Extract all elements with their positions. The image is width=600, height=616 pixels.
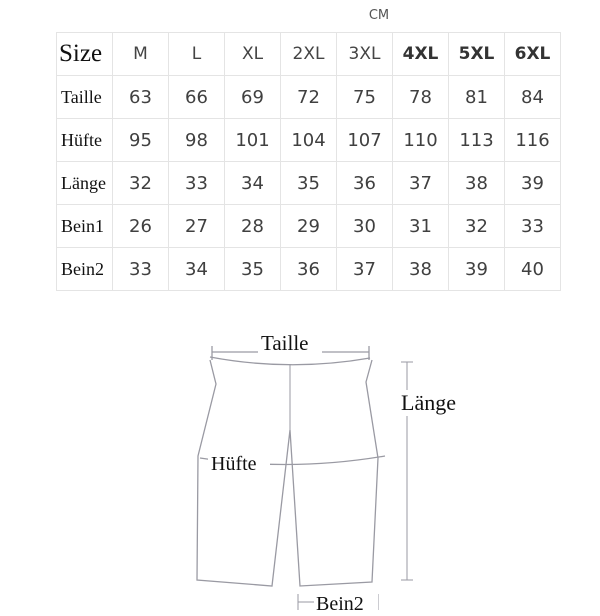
- size-col-4xl: 4XL: [393, 33, 449, 76]
- row-label: Taille: [57, 76, 113, 119]
- table-cell: 33: [505, 205, 561, 248]
- unit-label: CM: [368, 8, 390, 23]
- table-row-laenge: [57, 162, 561, 205]
- size-col-xl: XL: [225, 33, 281, 76]
- table-cell: 32: [113, 162, 169, 205]
- table-cell: 116: [505, 119, 561, 162]
- table-cell: 34: [225, 162, 281, 205]
- table-cell: 101: [225, 119, 281, 162]
- table-cell: 36: [281, 248, 337, 291]
- laenge-label: Länge: [401, 390, 456, 415]
- table-cell: 33: [113, 248, 169, 291]
- table-cell: 34: [169, 248, 225, 291]
- size-col-2xl: 2XL: [281, 33, 337, 76]
- table-cell: 113: [449, 119, 505, 162]
- table-cell: 30: [337, 205, 393, 248]
- table-cell: 39: [505, 162, 561, 205]
- table-row-bein1: [57, 205, 561, 248]
- table-cell: 38: [449, 162, 505, 205]
- table-cell: 78: [393, 76, 449, 119]
- table-cell: 72: [281, 76, 337, 119]
- size-col-m: M: [113, 33, 169, 76]
- taille-label: Taille: [261, 331, 309, 355]
- table-cell: 31: [393, 205, 449, 248]
- table-cell: 37: [337, 248, 393, 291]
- shorts-outline: [197, 346, 413, 610]
- table-cell: 33: [169, 162, 225, 205]
- table-cell: 81: [449, 76, 505, 119]
- table-cell: 27: [169, 205, 225, 248]
- size-header-label: Size: [57, 33, 113, 76]
- table-cell: 98: [169, 119, 225, 162]
- table-cell: 36: [337, 162, 393, 205]
- size-chart-table: [56, 32, 561, 291]
- table-cell: 28: [225, 205, 281, 248]
- size-col-l: L: [169, 33, 225, 76]
- table-row-taille: [57, 76, 561, 119]
- table-cell: 110: [393, 119, 449, 162]
- table-cell: 75: [337, 76, 393, 119]
- bein2-label: Bein2: [316, 593, 364, 615]
- row-label: Länge: [57, 162, 113, 205]
- table-cell: 95: [113, 119, 169, 162]
- table-cell: 104: [281, 119, 337, 162]
- row-label: Bein2: [57, 248, 113, 291]
- table-cell: 107: [337, 119, 393, 162]
- table-cell: 39: [449, 248, 505, 291]
- shorts-measurement-diagram: [0, 300, 600, 616]
- table-cell: 69: [225, 76, 281, 119]
- table-row-bein2: [57, 248, 561, 291]
- table-cell: 66: [169, 76, 225, 119]
- size-col-6xl: 6XL: [505, 33, 561, 76]
- size-header-row: [57, 33, 561, 76]
- table-cell: 35: [281, 162, 337, 205]
- table-cell: 84: [505, 76, 561, 119]
- size-col-3xl: 3XL: [337, 33, 393, 76]
- table-cell: 40: [505, 248, 561, 291]
- table-cell: 26: [113, 205, 169, 248]
- table-row-huefte: [57, 119, 561, 162]
- row-label: Bein1: [57, 205, 113, 248]
- table-cell: 35: [225, 248, 281, 291]
- row-label: Hüfte: [57, 119, 113, 162]
- size-col-5xl: 5XL: [449, 33, 505, 76]
- table-cell: 29: [281, 205, 337, 248]
- table-cell: 37: [393, 162, 449, 205]
- table-cell: 38: [393, 248, 449, 291]
- table-cell: 63: [113, 76, 169, 119]
- table-cell: 32: [449, 205, 505, 248]
- huefte-label: Hüfte: [211, 453, 257, 475]
- waistband-bottom: [210, 357, 370, 365]
